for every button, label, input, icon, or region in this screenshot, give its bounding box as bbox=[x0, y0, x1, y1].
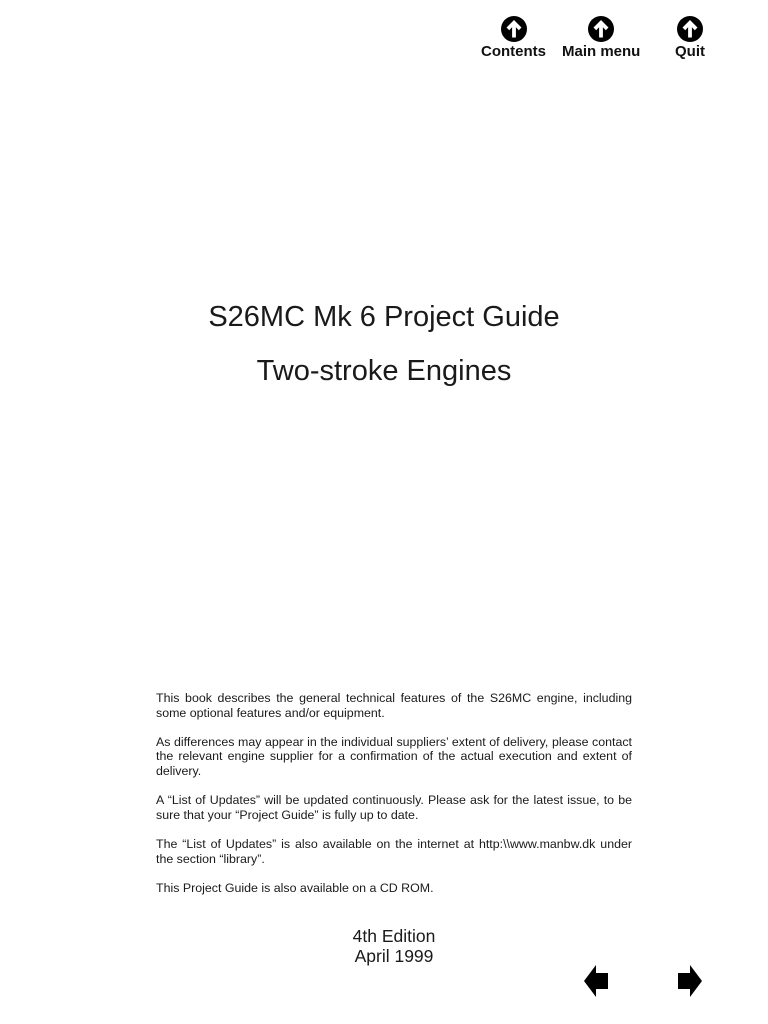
edition-number: 4th Edition bbox=[352, 926, 436, 946]
left-arrow-icon[interactable] bbox=[583, 963, 609, 999]
intro-text bbox=[156, 691, 632, 910]
paragraph: The “List of Updates” is also available on the internet at http:\\www.manbw.dk under the section “library”. bbox=[156, 836, 632, 866]
edition-date: April 1999 bbox=[354, 946, 434, 966]
right-arrow-icon[interactable] bbox=[677, 963, 703, 999]
up-arrow-circle-icon bbox=[587, 15, 615, 43]
up-arrow-circle-icon bbox=[500, 15, 528, 43]
contents-button[interactable] bbox=[481, 15, 546, 60]
paragraph: As differences may appear in the individual suppliers’ extent of delivery, please contact the relevant engine supplier for a confirmation of the actual execution and extent of delivery. bbox=[156, 734, 632, 778]
quit-button[interactable] bbox=[675, 15, 705, 60]
top-navigation bbox=[470, 15, 730, 65]
quit-label: Quit bbox=[675, 43, 705, 60]
contents-label: Contents bbox=[481, 43, 546, 60]
main-menu-label: Main menu bbox=[562, 43, 641, 60]
paragraph: A “List of Updates” will be updated continuously. Please ask for the latest issue, to be sure that your “Project Guide” is fully up to date. bbox=[156, 793, 632, 822]
document-subtitle: Two-stroke Engines bbox=[256, 355, 512, 387]
document-title: S26MC Mk 6 Project Guide bbox=[208, 301, 560, 333]
edition-block bbox=[0, 926, 768, 966]
main-menu-button[interactable] bbox=[562, 15, 640, 60]
paragraph: This book describes the general technical features of the S26MC engine, including some optional features and/or equipment. bbox=[156, 691, 632, 720]
paragraph: This Project Guide is also available on a CD ROM. bbox=[156, 880, 434, 895]
up-arrow-circle-icon bbox=[676, 15, 704, 43]
